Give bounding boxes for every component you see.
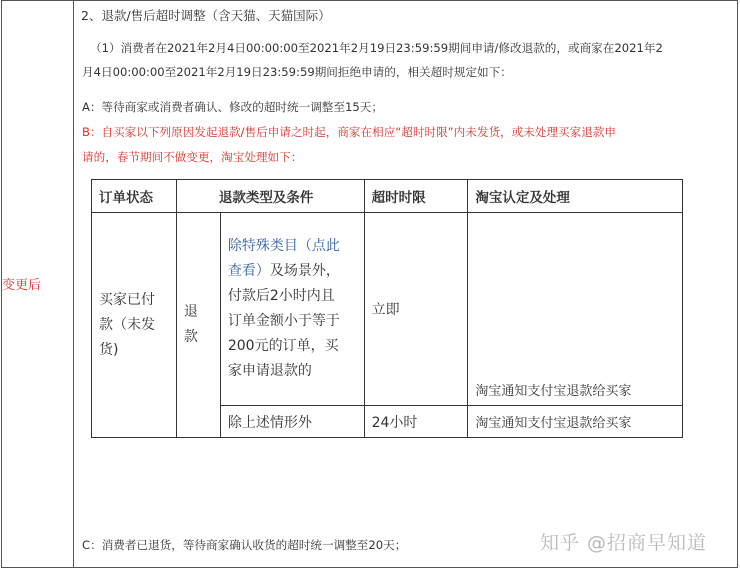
row2-condition: 除上述情形外 <box>220 406 364 438</box>
header-refund-type: 退款类型及条件 <box>176 180 364 213</box>
header-order-status: 订单状态 <box>92 180 177 213</box>
row2-time-limit: 24小时 <box>364 406 468 438</box>
condition-text: 订单金额小于等于 <box>227 313 340 329</box>
condition-text: 家申请退款的 <box>227 363 312 379</box>
row1-handling: 淘宝通知支付宝退款给买家 <box>468 213 683 406</box>
column-divider <box>73 0 74 568</box>
refund-rules-table <box>91 179 683 438</box>
refund-type-line: 退 <box>183 304 198 320</box>
order-status-line: 款（未发 <box>99 316 155 333</box>
special-category-link[interactable]: 除特殊类目（点此 <box>227 238 340 254</box>
row2-handling: 淘宝通知支付宝退款给买家 <box>468 406 683 438</box>
table-header-row <box>92 180 683 213</box>
order-status-line: 买家已付 <box>99 291 155 308</box>
refund-type-line: 款 <box>183 329 198 345</box>
order-status-cell <box>92 213 177 438</box>
header-time-limit: 超时时限 <box>364 180 468 213</box>
row1-time-limit: 立即 <box>364 213 468 406</box>
point-c: C：消费者已退货，等待商家确认收货的超时统一调整至20天； <box>82 538 407 552</box>
paragraph-1-line-2: 月4日00:00:00至2021年2月19日23:59:59期间拒绝申请的，相关超时规定如下： <box>82 65 512 79</box>
paragraph-1-line-1: （1）消费者在2021年2月4日00:00:00至2021年2月19日23:59:59期间申请/修改退款的，或商家在2021年2 <box>90 41 663 55</box>
watermark: 知乎 @招商早知道 <box>540 532 708 554</box>
point-a: A：等待商家或消费者确认、修改的超时统一调整至15天； <box>82 100 383 114</box>
table-row <box>92 213 683 406</box>
condition-text: 及场景外， <box>269 263 340 279</box>
point-b-line-2: 请的，春节期间不做变更，淘宝处理如下： <box>82 150 303 164</box>
refund-type-cell <box>176 213 220 438</box>
header-handling: 淘宝认定及处理 <box>468 180 683 213</box>
condition-text: 付款后2小时内且 <box>227 288 335 304</box>
section-heading: 2、退款/售后超时调整（含天猫、天猫国际） <box>81 8 331 23</box>
order-status-line: 货) <box>99 341 119 358</box>
left-label: 变更后 <box>2 278 42 293</box>
condition-cell <box>220 213 364 406</box>
point-b-line-1: B：自买家以下列原因发起退款/售后申请之时起，商家在相应“超时时限”内未发货，或未处理买家退款申 <box>82 125 617 139</box>
condition-text: 200元的订单，买 <box>227 338 339 354</box>
special-category-link-continued[interactable]: 查看） <box>227 263 270 279</box>
